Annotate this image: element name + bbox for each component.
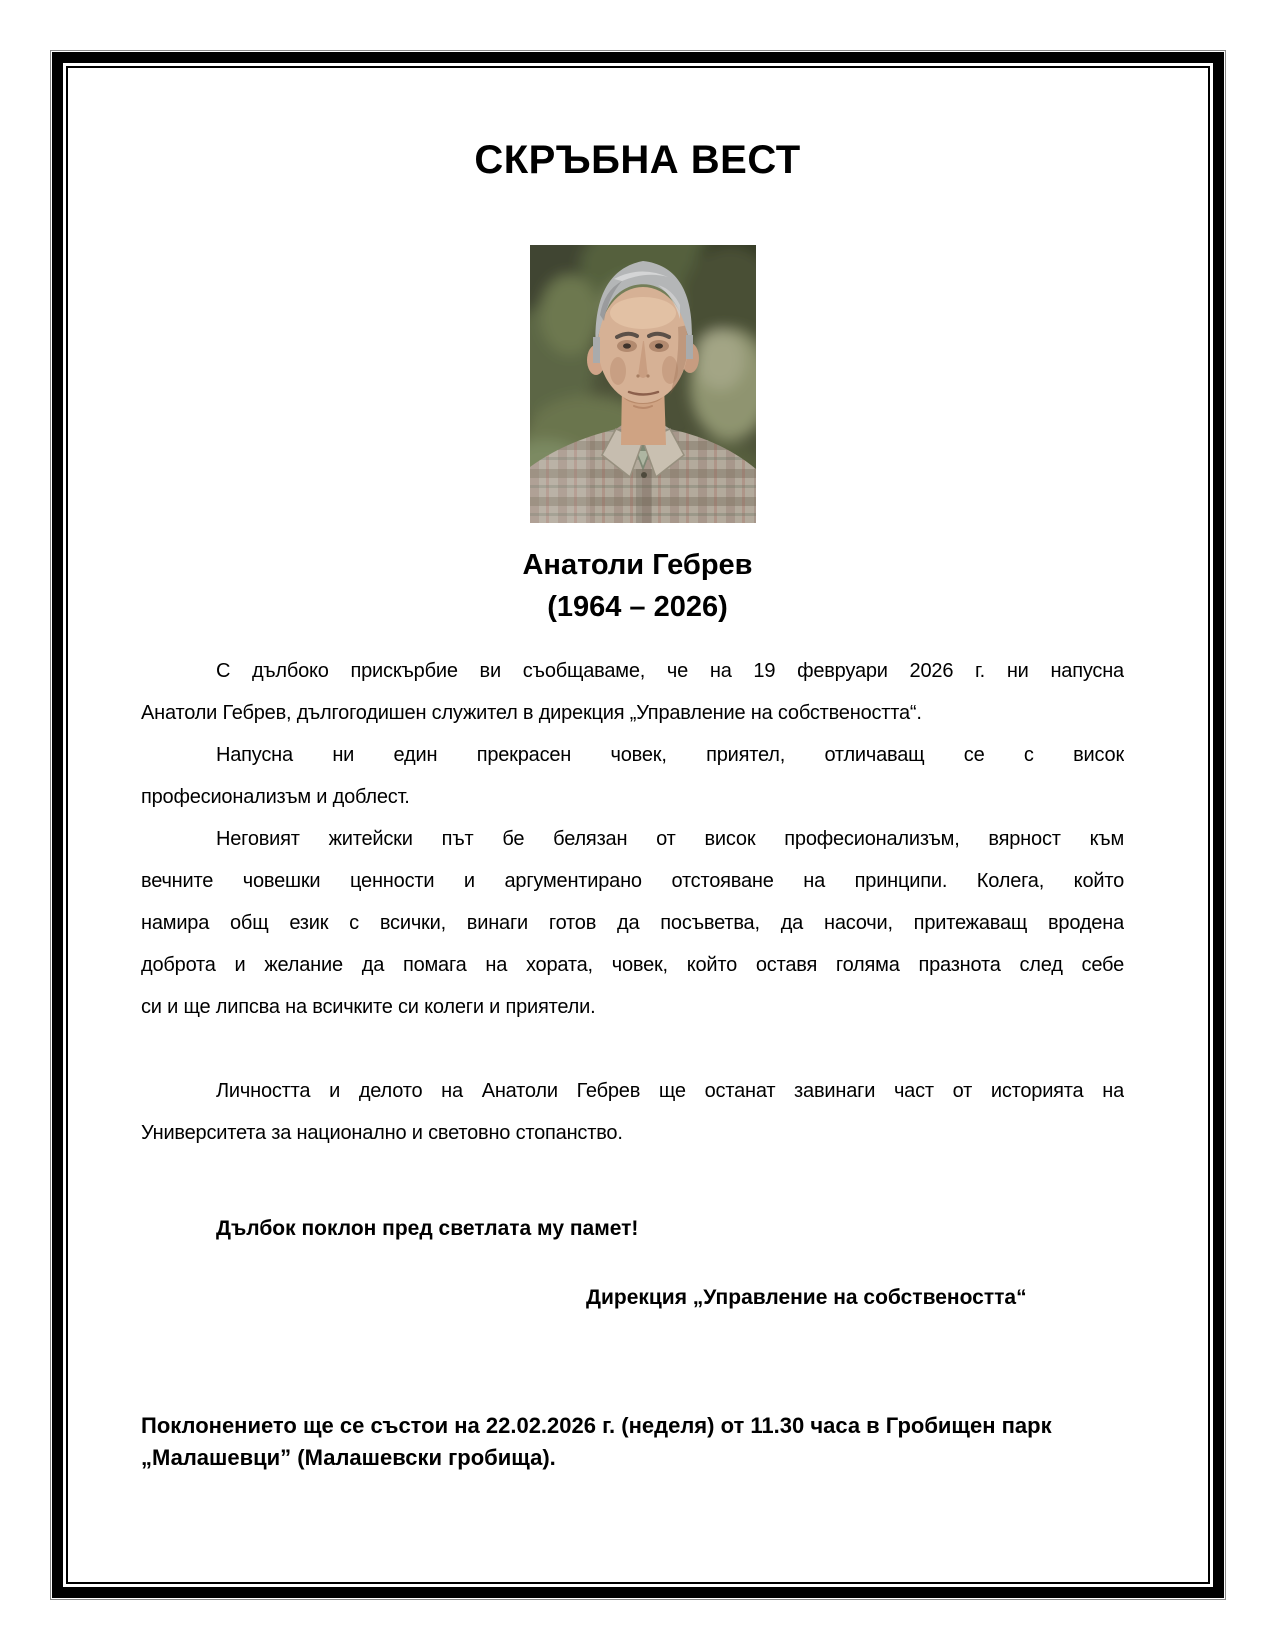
funeral-notice-line: „Малашевци” (Малашевски гробища). bbox=[141, 1445, 556, 1470]
portrait-photo-illustration bbox=[530, 245, 756, 523]
deceased-name: Анатоли Гебрев bbox=[522, 549, 753, 581]
body-line: Неговият житейски път бе белязан от висок професионализъм, вярност към bbox=[216, 828, 1124, 850]
body-line: С дълбоко прискърбие ви съобщаваме, че на 19 февруари 2026 г. ни напусна bbox=[216, 660, 1124, 682]
tribute-line: Дълбок поклон пред светлата му памет! bbox=[216, 1217, 639, 1240]
body-line: Личността и делото на Анатоли Гебрев ще останат завинаги част от историята на bbox=[216, 1080, 1124, 1102]
funeral-notice-line: Поклонението ще се състои на 22.02.2026 г. (неделя) от 11.30 часа в Гробищен парк bbox=[141, 1413, 1052, 1438]
body-line: вечните човешки ценности и аргументирано отстояване на принципи. Колега, който bbox=[141, 870, 1124, 892]
signature-line: Дирекция „Управление на собствеността“ bbox=[586, 1286, 1027, 1309]
paragraph bbox=[141, 818, 1124, 1028]
body-line: професионализъм и доблест. bbox=[141, 786, 410, 808]
paragraph-spacer bbox=[141, 1028, 1124, 1070]
page-title: СКРЪБНА ВЕСТ bbox=[474, 138, 801, 182]
body-line: намира общ език с всички, винаги готов да посъветва, да насочи, притежаващ вродена bbox=[141, 912, 1124, 934]
body-line: Университета за национално и световно стопанство. bbox=[141, 1122, 623, 1144]
paragraph bbox=[141, 734, 1124, 818]
body-line: доброта и желание да помага на хората, човек, който оставя голяма празнота след себе bbox=[141, 954, 1124, 976]
body-line: Анатоли Гебрев, дългогодишен служител в дирекция „Управление на собствеността“. bbox=[141, 702, 922, 724]
body-line: си и ще липсва на всичките си колеги и приятели. bbox=[141, 996, 596, 1018]
deceased-name-block bbox=[0, 544, 1275, 628]
paragraph bbox=[141, 1070, 1124, 1154]
body-line: Напусна ни един прекрасен човек, приятел, отличаващ се с висок bbox=[216, 744, 1124, 766]
obituary-text bbox=[141, 650, 1124, 1154]
portrait-photo bbox=[530, 245, 756, 523]
paragraph bbox=[141, 650, 1124, 734]
deceased-years: (1964 – 2026) bbox=[547, 591, 728, 623]
funeral-notice bbox=[141, 1410, 1141, 1474]
